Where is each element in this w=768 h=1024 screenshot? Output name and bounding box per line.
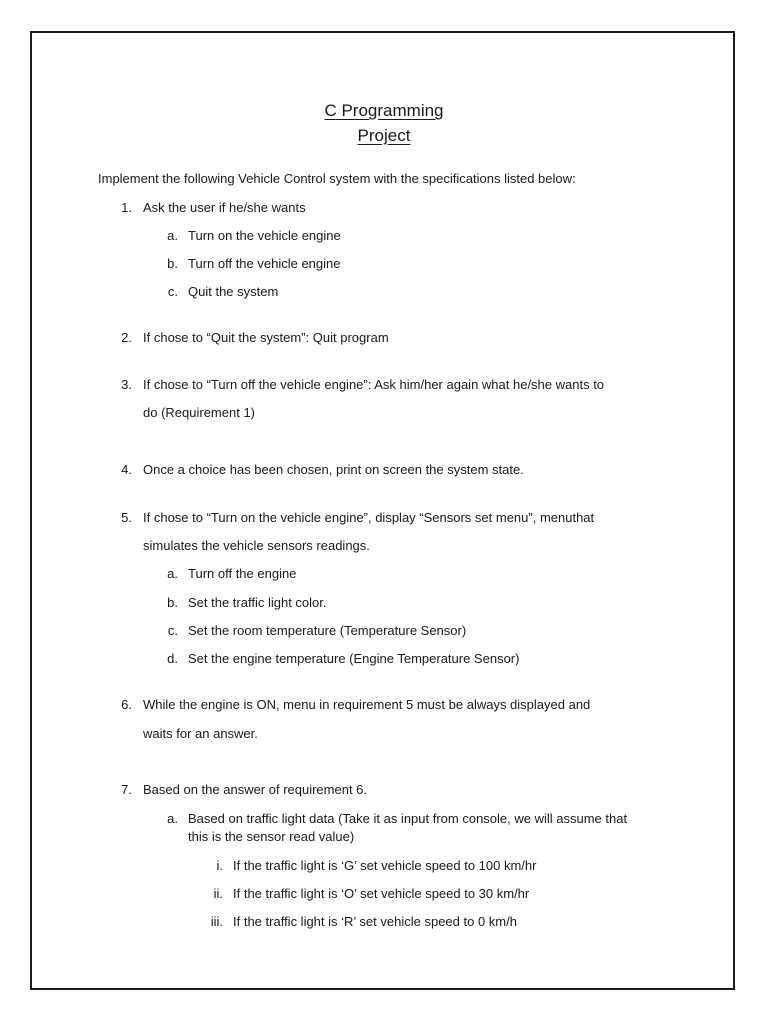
item-6-marker: 6. — [121, 697, 132, 712]
item-7a-text-line2: this is the sensor read value) — [188, 829, 355, 844]
item-2-marker: 2. — [121, 330, 132, 345]
item-7a-marker: a. — [167, 811, 178, 826]
item-5b-marker: b. — [167, 595, 178, 610]
item-7a-ii-marker: ii. — [213, 886, 223, 901]
item-3-marker: 3. — [121, 377, 132, 392]
item-1-text: Ask the user if he/she wants — [143, 200, 306, 215]
item-7a-ii-text: If the traffic light is ‘O’ set vehicle speed to 30 km/hr — [233, 886, 530, 901]
item-1a-marker: a. — [167, 228, 178, 243]
item-4-text: Once a choice has been chosen, print on screen the system state. — [143, 462, 524, 477]
item-7-text: Based on the answer of requirement 6. — [143, 782, 368, 797]
item-1-marker: 1. — [121, 200, 132, 215]
item-1c-text: Quit the system — [188, 284, 279, 299]
item-3-text-line2: do (Requirement 1) — [143, 405, 255, 420]
item-5a-marker: a. — [167, 566, 178, 581]
item-7-marker: 7. — [121, 782, 132, 797]
item-1a-text: Turn on the vehicle engine — [188, 228, 341, 243]
item-5c-text: Set the room temperature (Temperature Sensor) — [188, 623, 467, 638]
item-3-text-line1: If chose to “Turn off the vehicle engine”: Ask him/her again what he/she wants to — [143, 377, 605, 392]
item-1b-text: Turn off the vehicle engine — [188, 256, 341, 271]
item-5d-text: Set the engine temperature (Engine Temperature Sensor) — [188, 651, 520, 666]
item-5-text-line1: If chose to “Turn on the vehicle engine”, display “Sensors set menu”, menuthat — [143, 510, 595, 525]
item-7a-i-marker: i. — [216, 858, 223, 873]
document-subtitle: Project — [357, 126, 411, 145]
item-5d-marker: d. — [167, 651, 178, 666]
item-4-marker: 4. — [121, 462, 132, 477]
item-2-text: If chose to “Quit the system”: Quit program — [143, 330, 389, 345]
item-5b-text: Set the traffic light color. — [188, 595, 327, 610]
item-7a-i-text: If the traffic light is ‘G’ set vehicle speed to 100 km/hr — [233, 858, 537, 873]
item-6-text-line2: waits for an answer. — [143, 726, 258, 741]
item-1c-marker: c. — [167, 284, 178, 299]
item-5a-text: Turn off the engine — [188, 566, 297, 581]
item-5-marker: 5. — [121, 510, 132, 525]
item-5-text-line2: simulates the vehicle sensors readings. — [143, 538, 370, 553]
item-7a-text-line1: Based on traffic light data (Take it as input from console, we will assume that — [188, 811, 628, 826]
item-5c-marker: c. — [167, 623, 178, 638]
item-6-text-line1: While the engine is ON, menu in requirement 5 must be always displayed and — [143, 697, 591, 712]
item-7a-iii-marker: iii. — [210, 914, 223, 929]
item-7a-iii-text: If the traffic light is ‘R’ set vehicle speed to 0 km/h — [233, 914, 517, 929]
intro-text: Implement the following Vehicle Control system with the specifications listed below: — [98, 171, 576, 186]
item-1b-marker: b. — [167, 256, 178, 271]
document-title: C Programming — [324, 101, 444, 120]
